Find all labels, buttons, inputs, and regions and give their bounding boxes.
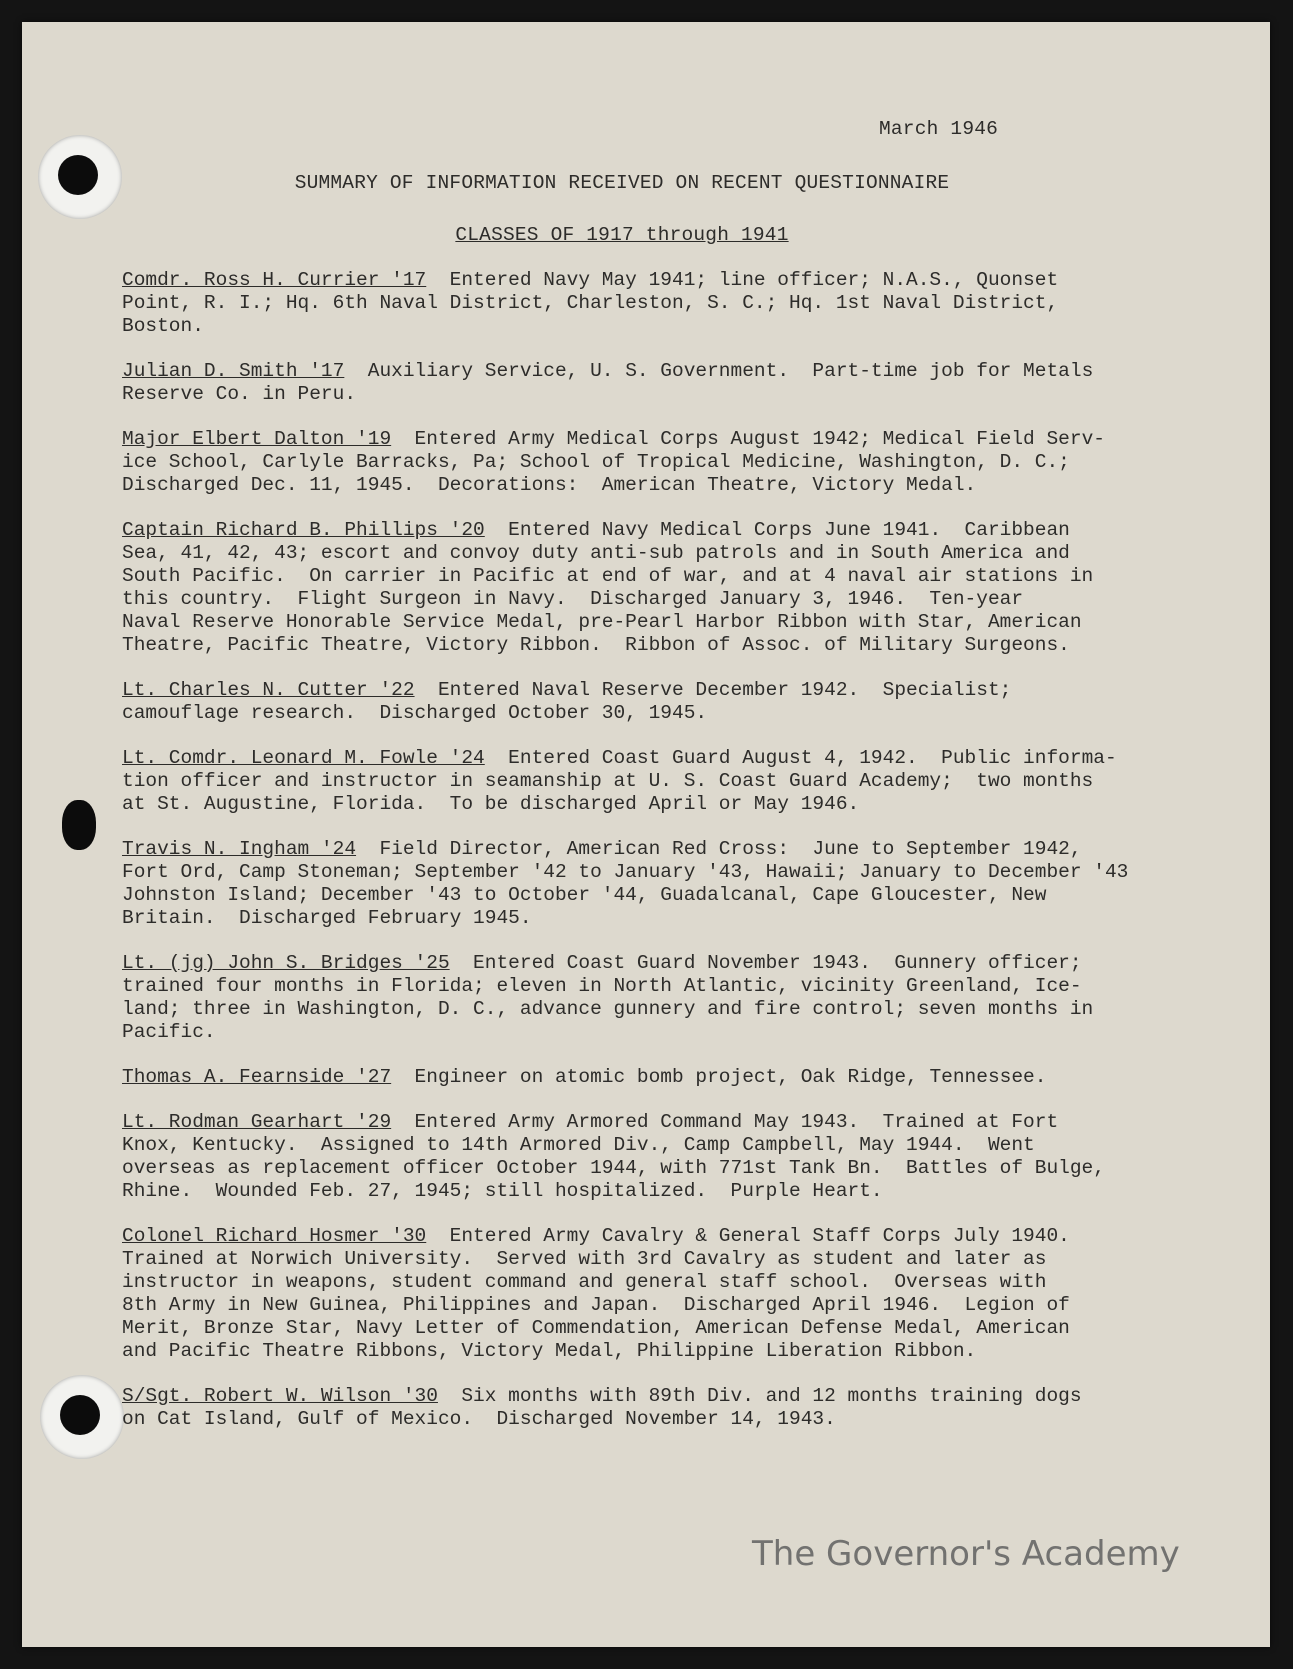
entry-name: Lt. Charles N. Cutter '22 [122,679,415,701]
list-item [122,679,1212,725]
entry-name: Lt. Comdr. Leonard M. Fowle '24 [122,747,485,769]
entry-list [122,269,1212,1453]
entry-name: Travis N. Ingham '24 [122,838,357,860]
entry-text: Entered Army Cavalry & General Staff Corps July 1940. Trained at Norwich University. Served with 3rd Cavalry as student and later as instructor in weapons, student command and general staff school. Overseas with 8th Army in New Guinea, Philippines and Japan. Discharged April 1946. Legion of Merit, Bronze Star, Navy Letter of Commendation, American Defense Medal, American and Pacific Theatre Ribbons, Victory Medal, Philippine Liberation Ribbon. [122,1225,1070,1362]
entry-name: S/Sgt. Robert W. Wilson '30 [122,1385,438,1407]
entry-text: Auxiliary Service, U. S. Government. Part-time job for Metals Reserve Co. in Peru. [122,360,1094,405]
entry-text: Entered Naval Reserve December 1942. Specialist; camouflage research. Discharged October 30, 1945. [122,679,1012,724]
entry-text: Six months with 89th Div. and 12 months training dogs on Cat Island, Gulf of Mexico. Discharged November 14, 1943. [122,1385,1082,1430]
entry-name: Comdr. Ross H. Currier '17 [122,269,427,291]
list-item [122,428,1212,497]
entry-text: Entered Army Medical Corps August 1942; Medical Field Serv- ice School, Carlyle Barracks, Pa; School of Tropical Medicine, Washington, D. C.; Discharged Dec. 11, 1945. Decorations: American Theatre, Victory Medal. [122,428,1105,496]
entry-name: Major Elbert Dalton '19 [122,428,392,450]
entry-text: Entered Army Armored Command May 1943. Trained at Fort Knox, Kentucky. Assigned to 14th Armored Div., Camp Campbell, May 1944. Went overseas as replacement officer October 1944, with 771st Tank Bn. Battles of Bulge, Rhine. Wounded Feb. 27, 1945; still hospitalized. Purple Heart. [122,1111,1105,1202]
punch-hole [62,800,96,850]
list-item [122,519,1212,657]
list-item [122,1385,1212,1431]
entry-text: Engineer on atomic bomb project, Oak Ridge, Tennessee. [391,1066,1047,1088]
entry-text: Entered Navy May 1941; line officer; N.A.S., Quonset Point, R. I.; Hq. 6th Naval District, Charleston, S. C.; Hq. 1st Naval District, Boston. [122,269,1059,337]
punch-hole [60,1395,100,1435]
entry-name: Julian D. Smith '17 [122,360,345,382]
document-title: SUMMARY OF INFORMATION RECEIVED ON RECENT QUESTIONNAIRE [294,172,950,194]
list-item [122,1066,1212,1089]
list-item [122,360,1212,406]
document-subtitle: CLASSES OF 1917 through 1941 [455,224,789,246]
punch-hole [58,155,98,195]
list-item [122,952,1212,1044]
entry-name: Lt. Rodman Gearhart '29 [122,1111,392,1133]
entry-name: Captain Richard B. Phillips '20 [122,519,485,541]
watermark-text: The Governor's Academy [752,1534,1180,1574]
entry-text: Field Director, American Red Cross: June to September 1942, Fort Ord, Camp Stoneman; September '42 to January '43, Hawaii; January to December '43 Johnston Island; December '43 to October '44, Guadalcanal, Cape Gloucester, New Britain. Discharged February 1945. [122,838,1129,929]
document-page [22,22,1270,1647]
list-item [122,1225,1212,1363]
entry-text: Entered Coast Guard November 1943. Gunnery officer; trained four months in Florida; eleven in North Atlantic, vicinity Greenland, Ice- land; three in Washington, D. C., advance gunnery and fire control; seven months in Pacific. [122,952,1094,1043]
list-item [122,269,1212,338]
document-date: March 1946 [879,118,999,140]
entry-text: Entered Navy Medical Corps June 1941. Caribbean Sea, 41, 42, 43; escort and convoy duty anti-sub patrols and in South America and South Pacific. On carrier in Pacific at end of war, and at 4 naval air stations in this country. Flight Surgeon in Navy. Discharged January 3, 1946. Ten-year Naval Reserve Honorable Service Medal, pre-Pearl Harbor Ribbon with Star, American Theatre, Pacific Theatre, Victory Ribbon. Ribbon of Assoc. of Military Surgeons. [122,519,1094,656]
entry-name: Lt. (jg) John S. Bridges '25 [122,952,450,974]
entry-text: Entered Coast Guard August 4, 1942. Public informa- tion officer and instructor in seamanship at U. S. Coast Guard Academy; two months at St. Augustine, Florida. To be discharged April or May 1946. [122,747,1117,815]
entry-name: Thomas A. Fearnside '27 [122,1066,392,1088]
entry-name: Colonel Richard Hosmer '30 [122,1225,427,1247]
list-item [122,1111,1212,1203]
list-item [122,838,1212,930]
list-item [122,747,1212,816]
